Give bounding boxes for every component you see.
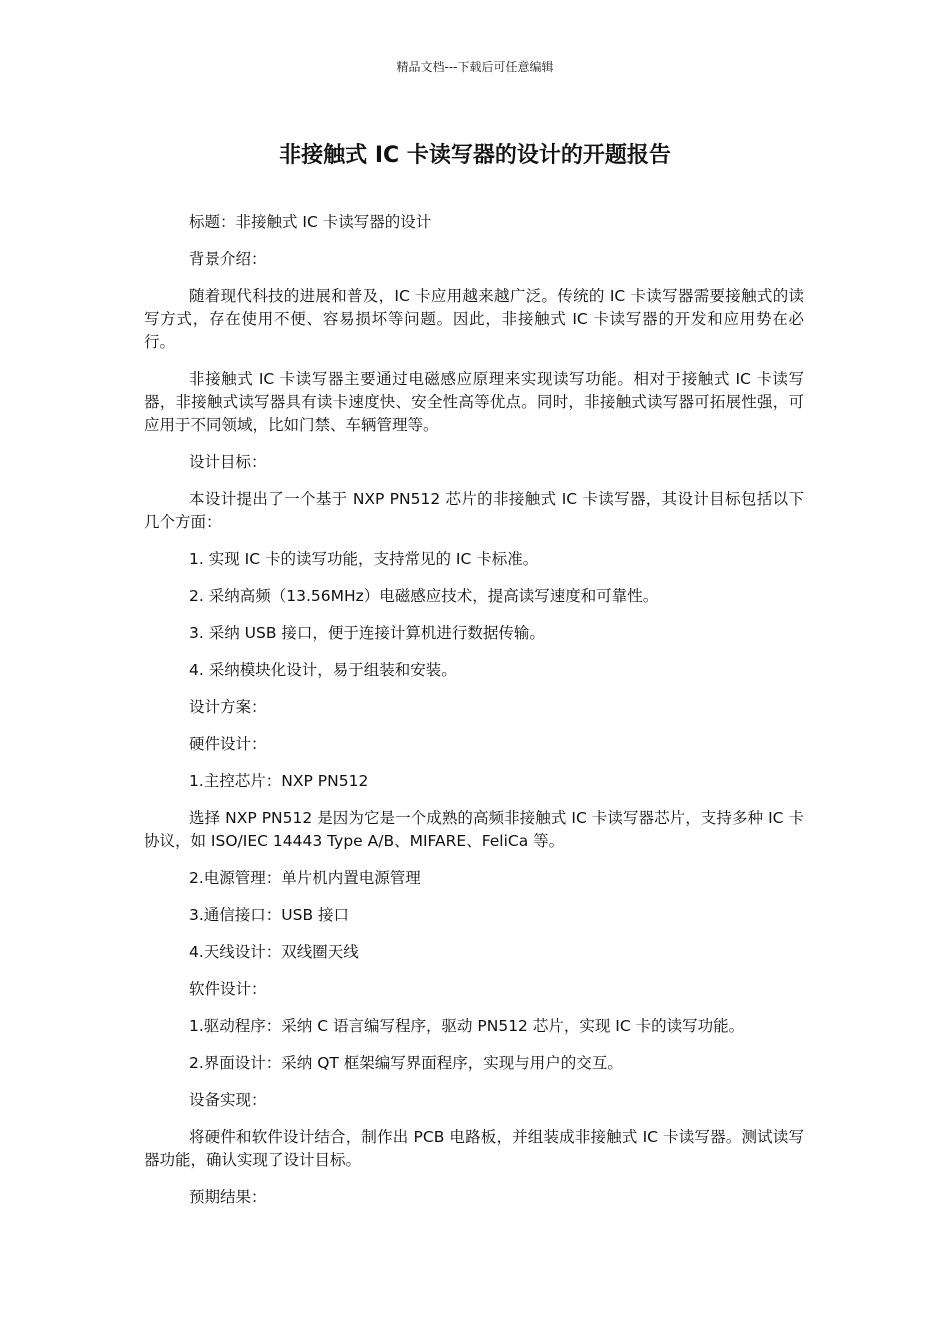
subsection-heading: 软件设计： [189,980,267,998]
section-heading: 设计方案： [189,698,267,716]
section-heading: 预期结果： [189,1188,267,1206]
section-heading: 设计目标： [189,453,267,471]
list-item: 1.驱动程序：采纳 C 语言编写程序，驱动 PN512 芯片，实现 IC 卡的读写功能。 [189,1017,745,1035]
header-note: 精品文档---下载后可任意编辑 [396,60,554,74]
section-heading: 设备实现： [189,1091,267,1109]
paragraph: 标题：非接触式 IC 卡读写器的设计 [189,213,432,231]
list-item: 2.电源管理：单片机内置电源管理 [189,869,421,887]
paragraph: 本设计提出了一个基于 NXP PN512 芯片的非接触式 IC 卡读写器，其设计目标包括以下几个方面： [144,490,804,531]
list-item: 2.界面设计：采纳 QT 框架编写界面程序，实现与用户的交互。 [189,1054,623,1072]
list-item: 4. 采纳模块化设计，易于组装和安装。 [189,661,457,679]
list-item: 2. 采纳高频（13.56MHz）电磁感应技术，提高读写速度和可靠性。 [189,587,659,605]
document-body [144,211,804,1223]
list-item: 3. 采纳 USB 接口，便于连接计算机进行数据传输。 [189,624,545,642]
list-item: 1.主控芯片：NXP PN512 [189,772,369,790]
paragraph: 选择 NXP PN512 是因为它是一个成熟的高频非接触式 IC 卡读写器芯片，支持多种 IC 卡协议，如 ISO/IEC 14443 Type A/B、MIFARE、FeliCa 等。 [144,809,804,850]
document-title: 非接触式 IC 卡读写器的设计的开题报告 [279,143,671,168]
paragraph: 非接触式 IC 卡读写器主要通过电磁感应原理来实现读写功能。相对于接触式 IC 卡读写器，非接触式读写器具有读卡速度快、安全性高等优点。同时，非接触式读写器可拓展性强，可应用于不同领域，比如门禁、车辆管理等。 [144,370,804,434]
list-item: 4.天线设计：双线圈天线 [189,943,359,961]
paragraph: 将硬件和软件设计结合，制作出 PCB 电路板，并组装成非接触式 IC 卡读写器。测试读写器功能，确认实现了设计目标。 [144,1128,804,1169]
paragraph: 随着现代科技的进展和普及，IC 卡应用越来越广泛。传统的 IC 卡读写器需要接触式的读写方式，存在使用不便、容易损坏等问题。因此，非接触式 IC 卡读写器的开发和应用势在必行。 [144,287,804,351]
subsection-heading: 硬件设计： [189,735,267,753]
list-item: 3.通信接口：USB 接口 [189,906,350,924]
list-item: 1. 实现 IC 卡的读写功能，支持常见的 IC 卡标准。 [189,550,539,568]
section-heading: 背景介绍： [189,250,267,268]
